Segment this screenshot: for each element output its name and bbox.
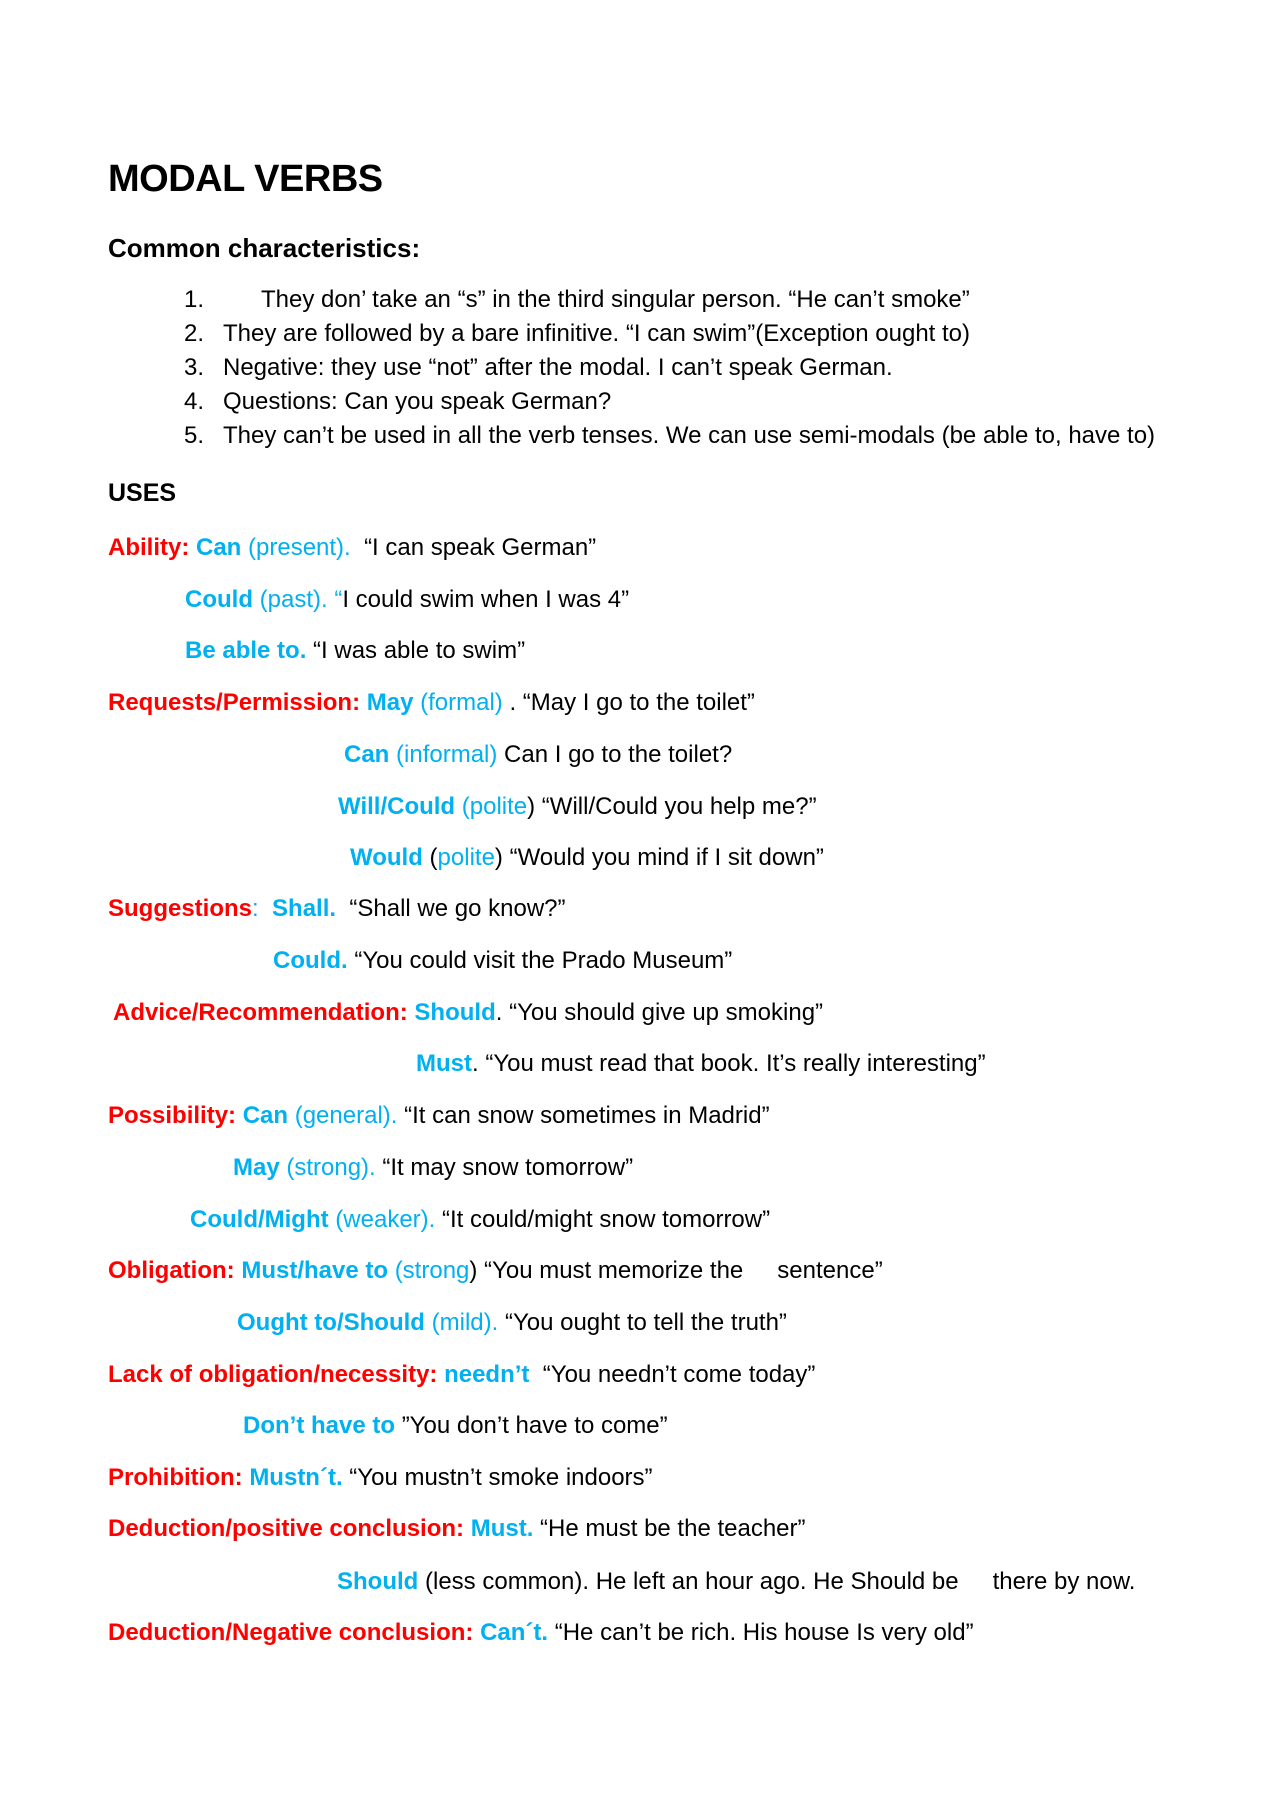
example-text: “He must be the teacher” [540,1515,806,1542]
example-text: “I can speak German” [364,534,597,561]
lack-label: Lack of obligation/necessity: [108,1361,438,1388]
modal-term: May [233,1154,280,1181]
list-item-text: Negative: they use “not” after the modal. I can’t speak German. [223,354,893,381]
example-text: ) “You must memorize the [469,1257,744,1284]
modal-term: needn’t [444,1361,530,1388]
possibility-line-2 [233,1152,633,1184]
modal-note: polite [437,844,495,871]
ability-label: Ability: [108,534,190,561]
modal-term: Can [242,1102,289,1129]
list-item-text: Questions: Can you speak German? [223,388,612,415]
example-text: . “May I go to the toilet” [509,689,755,716]
modal-term: Mustn´t. [249,1464,343,1491]
obligation-label: Obligation: [108,1257,235,1284]
colon: : [252,895,259,922]
example-text: ) “Would you mind if I sit down” [494,844,824,871]
requests-label: Requests/Permission: [108,689,361,716]
modal-term: Would [350,844,423,871]
deduction-positive-label: Deduction/positive conclusion: [108,1515,465,1542]
modal-term: Must. [470,1515,534,1542]
modal-term: Should [414,999,496,1026]
modal-term: Must [416,1050,472,1077]
prohibition-line-1 [108,1462,653,1494]
example-text: “Shall we go know?” [349,895,566,922]
modal-term: Ought to/Should [237,1309,425,1336]
modal-term: Must/have to [241,1257,389,1284]
modal-note: (formal) [420,689,503,716]
list-item-number: 5. [184,422,205,449]
modal-note: (mild). [431,1309,499,1336]
example-text: “It can snow sometimes in Madrid” [404,1102,770,1129]
example-text: “It may snow tomorrow” [382,1154,634,1181]
modal-term: Can´t. [480,1619,549,1646]
paren-open: ( [429,844,438,871]
example-text: Can I go to the toilet? [504,741,733,768]
modal-term: Could. [273,947,348,974]
prohibition-label: Prohibition: [108,1464,243,1491]
modal-term: May [366,689,414,716]
suggestions-label: Suggestions [108,895,253,922]
modal-note: (general). [294,1102,398,1129]
deduction-positive-line-1 [108,1513,806,1545]
modal-note: (polite [461,793,528,820]
example-text: . “You should give up smoking” [495,999,824,1026]
list-item-number: 3. [184,354,205,381]
example-text: “You needn’t come today” [542,1361,816,1388]
list-item-text: They don’ take an “s” in the third singular person. “He can’t smoke” [261,286,970,313]
possibility-label: Possibility: [108,1102,237,1129]
requests-line-1 [108,687,755,719]
modal-note: (strong [394,1257,470,1284]
list-item-text: They can’t be used in all the verb tenses. We can use semi-modals (be able to, have to) [223,422,1156,449]
deduction-negative-line-1 [108,1617,974,1649]
example-text: “You mustn’t smoke indoors” [349,1464,653,1491]
requests-line-2 [344,739,732,771]
example-text-end: sentence” [777,1257,883,1284]
example-text: “It could/might snow tomorrow” [442,1206,771,1233]
modal-term: Should [337,1568,419,1595]
modal-term: Can [344,741,390,768]
list-item-number: 2. [184,320,205,347]
example-text: . “You must read that book. It’s really interesting” [472,1050,986,1077]
obligation-line-2 [237,1307,787,1339]
example-text: “I was able to swim” [313,637,526,664]
possibility-line-1 [108,1100,770,1132]
requests-line-3 [338,791,817,823]
modal-note: (past). [259,586,328,613]
example-text: ) “Will/Could you help me?” [527,793,817,820]
example-text: I could swim when I was 4” [342,586,630,613]
example-text-end: there by now. [992,1568,1136,1595]
characteristics-heading: Common characteristics: [108,233,421,263]
uses-heading: USES [108,479,177,507]
modal-term: Don’t have to [243,1412,396,1439]
requests-line-4 [350,842,824,874]
modal-note: (informal) [396,741,498,768]
list-item-text: They are followed by a bare infinitive. “I can swim”(Exception ought to) [223,320,971,347]
obligation-line-1 [108,1255,883,1287]
list-item-number: 4. [184,388,205,415]
example-text: “You ought to tell the truth” [504,1309,787,1336]
suggestions-line-2 [273,945,732,977]
modal-note: (strong). [286,1154,376,1181]
possibility-line-3 [190,1204,770,1236]
advice-line-1 [113,997,823,1029]
page-title: MODAL VERBS [108,158,383,200]
example-text: “He can’t be rich. His house Is very old” [554,1619,974,1646]
modal-note: (present). [248,534,351,561]
deduction-negative-label: Deduction/Negative conclusion: [108,1619,474,1646]
suggestions-line-1 [108,893,566,925]
modal-term: Shall. [272,895,337,922]
advice-line-2 [416,1048,986,1080]
list-item-number: 1. [184,286,205,313]
modal-term: Be able to. [185,637,307,664]
deduction-positive-line-2 [337,1566,1135,1598]
ability-line-3 [185,635,525,667]
modal-term: Could/Might [190,1206,329,1233]
advice-label: Advice/Recommendation: [113,999,408,1026]
lack-line-1 [108,1359,815,1391]
ability-line-1 [108,532,596,564]
modal-term: Will/Could [338,793,456,820]
lack-line-2 [243,1410,668,1442]
modal-term: Can [196,534,242,561]
ability-line-2 [185,584,629,616]
example-text: “You could visit the Prado Museum” [354,947,733,974]
modal-note: (weaker). [335,1206,436,1233]
example-text: ”You don’t have to come” [401,1412,668,1439]
example-text: (less common). He left an hour ago. He Should be [425,1568,959,1595]
quote-mark: “ [334,586,343,613]
modal-term: Could [185,586,253,613]
